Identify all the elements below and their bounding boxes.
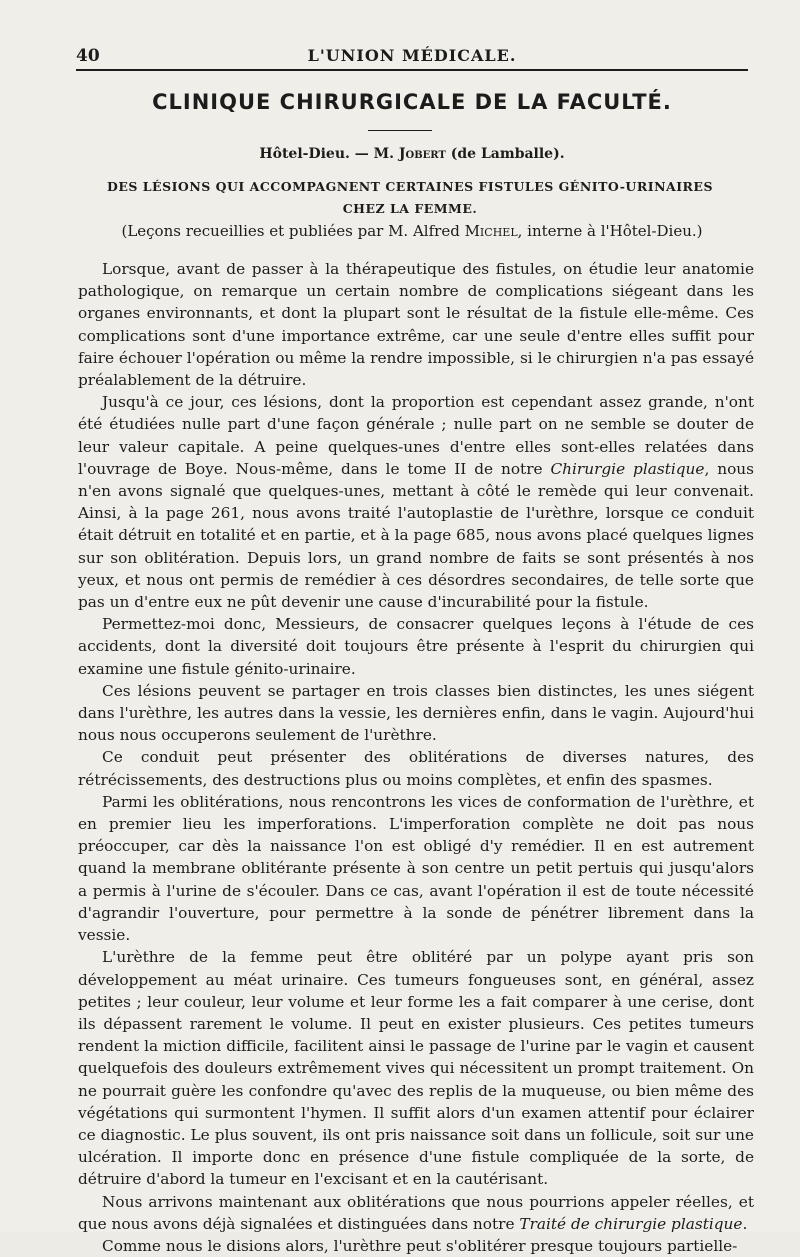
editor-name: Michel bbox=[464, 222, 518, 240]
paragraph-2-part-a: Jusqu'à ce jour, ces lésions, dont la proportion est cependant assez grande, n'ont été étudiées nulle part d'une façon générale ; nulle part on ne semble se douter de leur valeur capitale. A peine quelques-unes d'entre elles sont-elles relatées dans l'ouvrage de Boye. Nous-même, dans le tome II de notre bbox=[78, 393, 754, 478]
lecture-note-after: , interne à l'Hôtel-Dieu.) bbox=[517, 222, 703, 240]
paragraph-2 bbox=[78, 391, 754, 613]
page-header bbox=[76, 40, 748, 70]
professor-name: Jobert bbox=[398, 146, 446, 162]
paragraph-2-part-b: , nous n'en avons signalé que quelques-unes, mettant à côté le remède qui leur convenait. Ainsi, à la page 261, nous avons traité l'autoplastie de l'urèthre, lorsque ce conduit était détruit en totalité et en partie, et à la page 685, nous avons placé quelques lignes sur son oblitération. Depuis lors, un grand nombre de faits se sont présentés à nos yeux, et nous ont permis de remédier à ces désordres secondaires, de telle sorte que pas un d'entre eux ne pût devenir une cause d'incurabilité pour la fistule. bbox=[78, 459, 754, 612]
article-body bbox=[78, 258, 754, 1257]
lecture-note-before: (Leçons recueillies et publiées par M. Alfred bbox=[121, 222, 465, 240]
paragraph-9: Comme nous le disions alors, l'urèthre peut s'oblitérer presque toujours partielle- bbox=[102, 1236, 738, 1255]
paragraph-6: Parmi les oblitérations, nous rencontrons les vices de conformation de l'urèthre, et en premier lieu les imperforations. L'imperforation complète ne doit pas nous préoccuper, car dès la naissance l'on est obligé d'y remédier. Il en est autrement quand la membrane oblitérante présente à son centre un petit pertuis qui jusqu'alors a permis à l'urine de s'écouler. Dans ce cas, avant l'opération il est de toute nécessité d'agrandir l'ouverture, pour permettre à la sonde de pénétrer librement dans la vessie. bbox=[78, 792, 754, 945]
lecture-note bbox=[76, 222, 748, 240]
paragraph-3: Permettez-moi donc, Messieurs, de consacrer quelques leçons à l'étude de ces accidents, dont la diversité doit toujours être présente à l'esprit du chirurgien qui examine une fistule génito-urinaire. bbox=[78, 615, 754, 678]
section-title: DES LÉSIONS QUI ACCOMPAGNENT CERTAINES FISTULES GÉNITO-URINAIRES CHEZ LA FEMME. bbox=[107, 179, 713, 216]
book-title-chirurgie-plastique: Chirurgie plastique bbox=[550, 459, 705, 478]
book-title-traite: Traité de chirurgie plastique bbox=[519, 1214, 743, 1233]
paragraph-5: Ce conduit peut présenter des oblitérations de diverses natures, des rétrécissements, des destructions plus ou moins complètes, et enfin des spasmes. bbox=[78, 748, 754, 789]
paragraph-8-part-a: Nous arrivons maintenant aux oblitérations que nous pourrions appeler réelles, et que nous avons déjà signalées et distinguées dans notre bbox=[78, 1192, 754, 1233]
subhead-separator: — M. bbox=[349, 146, 399, 162]
paragraph-4: Ces lésions peuvent se partager en trois classes bien distinctes, les unes siégent dans l'urèthre, les autres dans la vessie, les dernières enfin, dans le vagin. Aujourd'hui nous nous occuperons seulement de l'urèthre. bbox=[78, 681, 754, 745]
clinic-subheading bbox=[76, 146, 748, 162]
clinic-place: Hôtel-Dieu. bbox=[259, 146, 350, 162]
paragraph-8 bbox=[78, 1191, 754, 1235]
paragraph-1: Lorsque, avant de passer à la thérapeutique des fistules, on étudie leur anatomie pathologique, on remarque un certain nombre de complications siégeant dans les organes environnants, et dont la plupart sont le résultat de la fistule elle-même. Ces complications sont d'une importance extrême, car une seule d'entre elles suffit pour faire échouer l'opération ou même la rendre impossible, si le chirurgien n'a pas essayé préalablement de la détruire. bbox=[78, 260, 754, 390]
header-rule bbox=[76, 69, 748, 71]
page-number: 40 bbox=[76, 46, 100, 66]
subhead-suffix: (de Lamballe). bbox=[445, 146, 565, 162]
paragraph-7: L'urèthre de la femme peut être oblitéré par un polype ayant pris son développement au méat urinaire. Ces tumeurs fongueuses sont, en général, assez petites ; leur couleur, leur volume et leur forme les a fait comparer à une cerise, dont ils dépassent rarement le volume. Il peut en exister plusieurs. Ces petites tumeurs rendent la miction difficile, facilitent ainsi le passage de l'urine par le vagin et causent quelquefois des douleurs extrêmement vives qui nécessitent un prompt traitement. On ne pourrait guère les confondre qu'avec des replis de la muqueuse, ou bien même des végétations qui surmontent l'hymen. Il suffit alors d'un examen attentif pour éclairer ce diagnostic. Le plus souvent, ils ont pris naissance soit dans un follicule, soit sur une ulcération. Il importe donc en présence d'une fistule compliquée de la sorte, de détruire d'abord la tumeur en l'excisant et en la cautérisant. bbox=[78, 948, 754, 1189]
title-divider bbox=[368, 130, 432, 131]
paragraph-8-part-b: . bbox=[742, 1214, 748, 1233]
article-title: CLINIQUE CHIRURGICALE DE LA FACULTÉ. bbox=[152, 90, 672, 114]
running-title: L'UNION MÉDICALE. bbox=[307, 46, 517, 65]
